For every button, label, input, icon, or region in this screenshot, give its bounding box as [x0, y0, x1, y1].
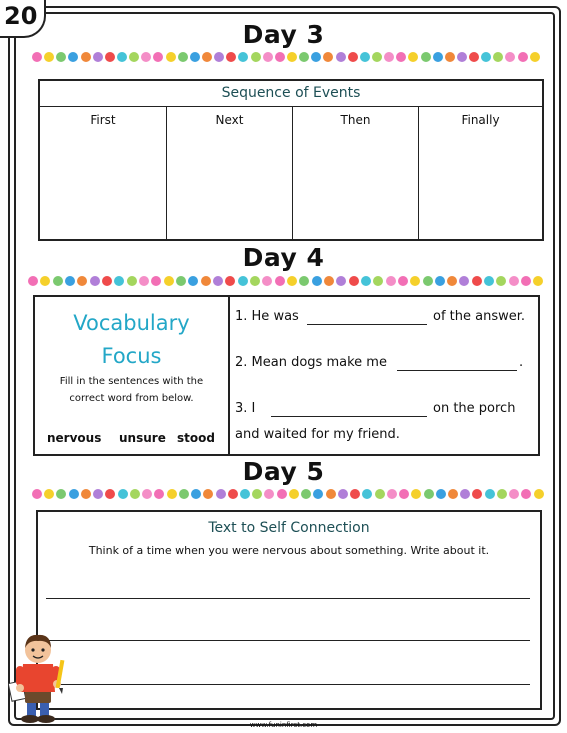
dot-divider-1 [32, 52, 540, 62]
decorative-dot [421, 52, 431, 62]
word-unsure: unsure [119, 431, 166, 445]
decorative-dot [225, 276, 235, 286]
decorative-dot [521, 489, 531, 499]
decorative-dot [408, 52, 418, 62]
decorative-dot [433, 52, 443, 62]
decorative-dot [457, 52, 467, 62]
decorative-dot [251, 52, 261, 62]
blank-line [397, 370, 517, 371]
word-stood: stood [177, 431, 215, 445]
decorative-dot [460, 489, 470, 499]
writing-line [46, 640, 530, 641]
decorative-dot [398, 276, 408, 286]
decorative-dot [81, 489, 91, 499]
decorative-dot [509, 276, 519, 286]
decorative-dot [240, 489, 250, 499]
decorative-dot [323, 52, 333, 62]
decorative-dot [373, 276, 383, 286]
decorative-dot [176, 276, 186, 286]
decorative-dot [139, 276, 149, 286]
decorative-dot [216, 489, 226, 499]
decorative-dot [179, 489, 189, 499]
dot-divider-2 [28, 276, 544, 286]
decorative-dot [423, 276, 433, 286]
decorative-dot [481, 52, 491, 62]
decorative-dot [262, 276, 272, 286]
decorative-dot [151, 276, 161, 286]
decorative-dot [68, 52, 78, 62]
decorative-dot [530, 52, 540, 62]
decorative-dot [350, 489, 360, 499]
decorative-dot [497, 489, 507, 499]
decorative-dot [447, 276, 457, 286]
decorative-dot [250, 276, 260, 286]
decorative-dot [65, 276, 75, 286]
decorative-dot [469, 52, 479, 62]
decorative-dot [117, 52, 127, 62]
decorative-dot [534, 489, 544, 499]
decorative-dot [56, 489, 66, 499]
decorative-dot [493, 52, 503, 62]
decorative-dot [485, 489, 495, 499]
vocabulary-title-line1: Vocabulary [73, 311, 190, 335]
day3-title: Day 3 [242, 20, 325, 49]
dot-divider-3 [32, 489, 544, 499]
decorative-dot [435, 276, 445, 286]
decorative-dot [203, 489, 213, 499]
sentence3-end: on the porch [433, 401, 516, 416]
text-to-self-title: Text to Self Connection [208, 520, 370, 536]
decorative-dot [28, 276, 38, 286]
footer-url: www.funinfirst.com [249, 721, 318, 729]
column-then: Then [340, 113, 371, 127]
decorative-dot [399, 489, 409, 499]
decorative-dot [448, 489, 458, 499]
decorative-dot [164, 276, 174, 286]
decorative-dot [191, 489, 201, 499]
decorative-dot [362, 489, 372, 499]
decorative-dot [410, 276, 420, 286]
decorative-dot [226, 52, 236, 62]
decorative-dot [518, 52, 528, 62]
decorative-dot [375, 489, 385, 499]
decorative-dot [411, 489, 421, 499]
decorative-dot [44, 489, 54, 499]
decorative-dot [93, 52, 103, 62]
decorative-dot [301, 489, 311, 499]
sentence1-start: 1. He was [235, 309, 299, 324]
column-next: Next [215, 113, 244, 127]
decorative-dot [277, 489, 287, 499]
writing-line [46, 684, 530, 685]
decorative-dot [53, 276, 63, 286]
decorative-dot [484, 276, 494, 286]
decorative-dot [201, 276, 211, 286]
decorative-dot [384, 52, 394, 62]
instructions-line1: Fill in the sentences with the [59, 376, 204, 387]
decorative-dot [130, 489, 140, 499]
blank-line [271, 416, 427, 417]
decorative-dot [118, 489, 128, 499]
decorative-dot [263, 52, 273, 62]
decorative-dot [324, 276, 334, 286]
decorative-dot [372, 52, 382, 62]
decorative-dot [326, 489, 336, 499]
decorative-dot [178, 52, 188, 62]
decorative-dot [264, 489, 274, 499]
decorative-dot [521, 276, 531, 286]
writing-line [46, 598, 530, 599]
decorative-dot [141, 52, 151, 62]
sentence2-start: 2. Mean dogs make me [235, 355, 387, 370]
decorative-dot [459, 276, 469, 286]
decorative-dot [44, 52, 54, 62]
decorative-dot [214, 52, 224, 62]
decorative-dot [105, 489, 115, 499]
decorative-dot [238, 52, 248, 62]
sentence3-start: 3. I [235, 401, 256, 416]
decorative-dot [81, 52, 91, 62]
decorative-dot [114, 276, 124, 286]
decorative-dot [238, 276, 248, 286]
decorative-dot [445, 52, 455, 62]
vocabulary-box [33, 295, 540, 456]
decorative-dot [287, 276, 297, 286]
decorative-dot [90, 276, 100, 286]
decorative-dot [127, 276, 137, 286]
decorative-dot [387, 489, 397, 499]
decorative-dot [496, 276, 506, 286]
decorative-dot [228, 489, 238, 499]
decorative-dot [313, 489, 323, 499]
column-finally: Finally [461, 113, 500, 127]
word-nervous: nervous [47, 431, 102, 445]
decorative-dot [472, 489, 482, 499]
decorative-dot [252, 489, 262, 499]
decorative-dot [311, 52, 321, 62]
decorative-dot [533, 276, 543, 286]
vocabulary-title-line2: Focus [101, 344, 162, 368]
decorative-dot [509, 489, 519, 499]
decorative-dot [93, 489, 103, 499]
decorative-dot [188, 276, 198, 286]
column-first: First [90, 113, 116, 127]
day5-title: Day 5 [242, 457, 325, 486]
sequence-title: Sequence of Events [221, 85, 361, 101]
decorative-dot [142, 489, 152, 499]
decorative-dot [129, 52, 139, 62]
vocabulary-divider [228, 297, 230, 454]
decorative-dot [153, 52, 163, 62]
decorative-dot [336, 276, 346, 286]
decorative-dot [312, 276, 322, 286]
decorative-dot [69, 489, 79, 499]
decorative-dot [275, 52, 285, 62]
decorative-dot [349, 276, 359, 286]
decorative-dot [154, 489, 164, 499]
sentence2-end: . [519, 355, 524, 370]
kid-with-pencil-icon [8, 626, 74, 726]
text-to-self-box [36, 510, 542, 710]
decorative-dot [338, 489, 348, 499]
decorative-dot [424, 489, 434, 499]
writing-prompt: Think of a time when you were nervous about something. Write about it. [88, 544, 490, 557]
decorative-dot [105, 52, 115, 62]
decorative-dot [289, 489, 299, 499]
decorative-dot [472, 276, 482, 286]
sentence3-cont: and waited for my friend. [235, 427, 400, 442]
day4-title: Day 4 [242, 243, 325, 272]
sentence1-end: of the answer. [433, 309, 526, 324]
decorative-dot [32, 52, 42, 62]
decorative-dot [275, 276, 285, 286]
decorative-dot [361, 276, 371, 286]
decorative-dot [56, 52, 66, 62]
decorative-dot [167, 489, 177, 499]
decorative-dot [360, 52, 370, 62]
decorative-dot [213, 276, 223, 286]
decorative-dot [505, 52, 515, 62]
instructions-line2: correct word from below. [69, 393, 194, 404]
decorative-dot [166, 52, 176, 62]
decorative-dot [299, 276, 309, 286]
sequence-title-divider [40, 106, 542, 107]
decorative-dot [436, 489, 446, 499]
decorative-dot [299, 52, 309, 62]
blank-line [307, 324, 427, 325]
decorative-dot [396, 52, 406, 62]
decorative-dot [386, 276, 396, 286]
decorative-dot [77, 276, 87, 286]
decorative-dot [190, 52, 200, 62]
decorative-dot [287, 52, 297, 62]
decorative-dot [336, 52, 346, 62]
decorative-dot [202, 52, 212, 62]
sequence-box [38, 79, 544, 241]
decorative-dot [32, 489, 42, 499]
decorative-dot [40, 276, 50, 286]
page-number: 20 [4, 2, 38, 30]
decorative-dot [102, 276, 112, 286]
decorative-dot [348, 52, 358, 62]
